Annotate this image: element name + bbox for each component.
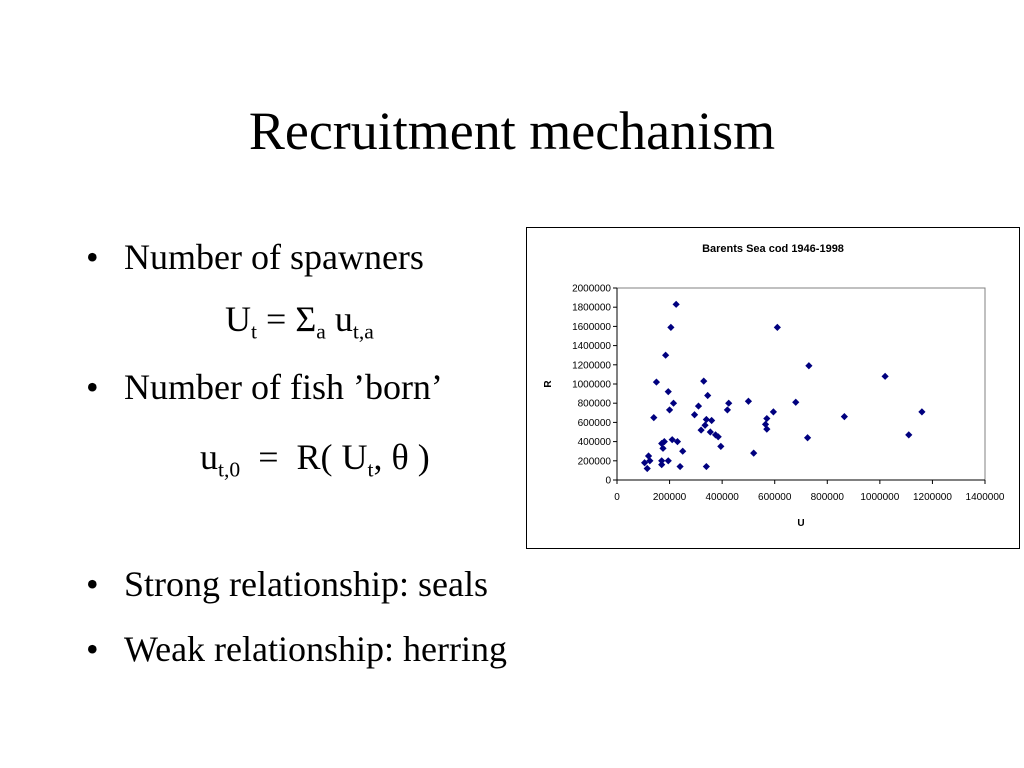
y-tick-label: 1200000 — [572, 360, 611, 372]
data-point — [704, 392, 711, 399]
bullet-marker: • — [86, 629, 99, 669]
y-tick-label: 400000 — [577, 437, 611, 449]
data-point — [658, 457, 665, 464]
data-point — [701, 422, 708, 429]
data-point — [703, 463, 710, 470]
bullet-text: Strong relationship: seals — [124, 564, 488, 604]
formula-recruitment: $u_{t,0} = R$( $U_t$, θ ) — [200, 437, 430, 482]
data-point — [665, 457, 672, 464]
y-tick-label: 600000 — [577, 417, 611, 429]
data-point — [667, 324, 674, 331]
data-point — [691, 411, 698, 418]
bullet-herring — [86, 628, 507, 670]
x-tick-label: 0 — [614, 492, 620, 503]
x-axis-label: U — [797, 518, 805, 529]
data-point — [673, 301, 680, 308]
y-axis-label: R — [543, 380, 554, 388]
scatter-chart — [526, 227, 1020, 549]
data-point — [918, 408, 925, 415]
bullet-marker: • — [86, 237, 99, 277]
data-point — [770, 408, 777, 415]
data-point — [703, 416, 710, 423]
y-tick-label: 800000 — [577, 398, 611, 410]
y-tick-label: 1800000 — [572, 302, 611, 314]
data-point — [725, 400, 732, 407]
y-axis — [572, 284, 617, 487]
data-point — [676, 463, 683, 470]
y-tick-label: 1400000 — [572, 341, 611, 353]
x-tick-label: 1400000 — [965, 492, 1005, 503]
data-point — [665, 388, 672, 395]
data-point — [905, 431, 912, 438]
data-point — [698, 426, 705, 433]
bullet-text: Number of fish ’born’ — [124, 367, 443, 407]
y-tick-label: 2000000 — [572, 283, 611, 295]
x-tick-label: 200000 — [652, 492, 687, 503]
data-point — [666, 406, 673, 413]
data-point — [662, 352, 669, 359]
data-point — [695, 402, 702, 409]
data-points — [641, 301, 926, 472]
bullet-seals — [86, 563, 488, 605]
data-point — [745, 398, 752, 405]
data-point — [805, 362, 812, 369]
x-tick-label: 400000 — [705, 492, 739, 503]
formula-spawners: $U_t = \Sigma_a$ $u_{t,a}$ — [225, 299, 374, 344]
y-tick-label: 200000 — [577, 456, 611, 468]
data-point — [670, 400, 677, 407]
bullet-marker: • — [86, 367, 99, 407]
data-point — [724, 406, 731, 413]
bullet-born — [86, 366, 443, 408]
data-point — [763, 415, 770, 422]
data-point — [700, 378, 707, 385]
chart-svg — [527, 228, 1019, 548]
data-point — [882, 373, 889, 380]
data-point — [841, 413, 848, 420]
bullet-text: Number of spawners — [124, 237, 424, 277]
bullet-spawners — [86, 236, 424, 278]
plot-area — [617, 288, 985, 480]
data-point — [717, 443, 724, 450]
data-point — [679, 448, 686, 455]
data-point — [792, 399, 799, 406]
x-tick-label: 1200000 — [912, 492, 952, 503]
y-tick-label: 1600000 — [572, 321, 611, 333]
data-point — [653, 378, 660, 385]
data-point — [650, 414, 657, 421]
data-point — [774, 324, 781, 331]
x-tick-label: 800000 — [810, 492, 844, 503]
chart-title: Barents Sea cod 1946-1998 — [702, 243, 844, 255]
y-tick-label: 1000000 — [572, 379, 611, 391]
data-point — [708, 417, 715, 424]
x-axis — [614, 480, 1005, 503]
bullet-text: Weak relationship: herring — [124, 629, 507, 669]
data-point — [804, 434, 811, 441]
bullet-marker: • — [86, 564, 99, 604]
data-point — [750, 450, 757, 457]
y-tick-label: 0 — [605, 475, 611, 487]
x-tick-label: 600000 — [758, 492, 792, 503]
x-tick-label: 1000000 — [860, 492, 900, 503]
slide-title: Recruitment mechanism — [248, 101, 776, 161]
